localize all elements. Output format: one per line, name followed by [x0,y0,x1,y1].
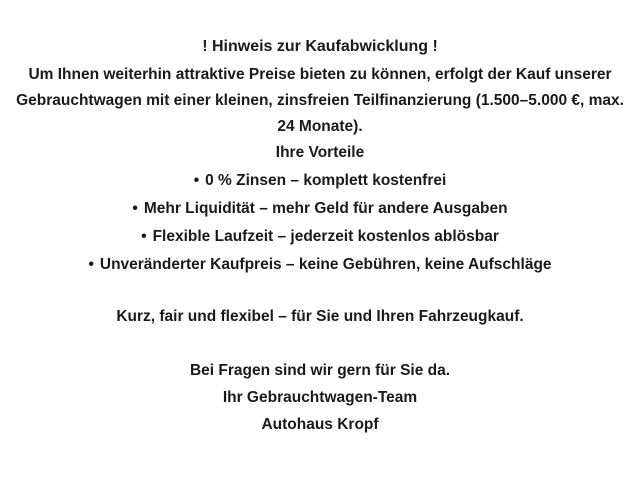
closing-line: Ihr Gebrauchtwagen-Team [222,389,418,406]
benefit-item [0,196,640,222]
benefit-item [0,224,640,250]
benefit-item [0,168,640,194]
summary-line: Kurz, fair und flexibel – für Sie und Ihren Fahrzeugkauf. [116,308,524,325]
closing-block [0,358,640,438]
closing-line: Autohaus Kropf [261,416,379,433]
notice-title: ! Hinweis zur Kaufabwicklung ! [202,38,438,55]
benefit-text: Mehr Liquidität – mehr Geld für andere Ausgaben [143,200,508,217]
benefits-heading: Ihre Vorteile [275,144,365,161]
benefit-text: 0 % Zinsen – komplett kostenfrei [205,172,447,189]
bullet-icon: • [88,256,94,273]
intro-paragraph: Um Ihnen weiterhin attraktive Preise bieten zu können, erfolgt der Kauf unserer Gebrauchtwagen mit einer kleinen, zinsfreien Teilfinanzierung (1.500–5.000 €, max. 24 Monate). [16,66,624,135]
closing-line: Bei Fragen sind wir gern für Sie da. [189,362,451,379]
bullet-icon: • [141,228,147,245]
benefits-list [0,168,640,278]
benefit-item [0,252,640,278]
benefit-text: Flexible Laufzeit – jederzeit kostenlos ablösbar [152,228,499,245]
bullet-icon: • [193,172,200,189]
bullet-icon: • [132,200,138,217]
benefit-text: Unveränderter Kaufpreis – keine Gebühren, keine Aufschläge [99,256,552,273]
